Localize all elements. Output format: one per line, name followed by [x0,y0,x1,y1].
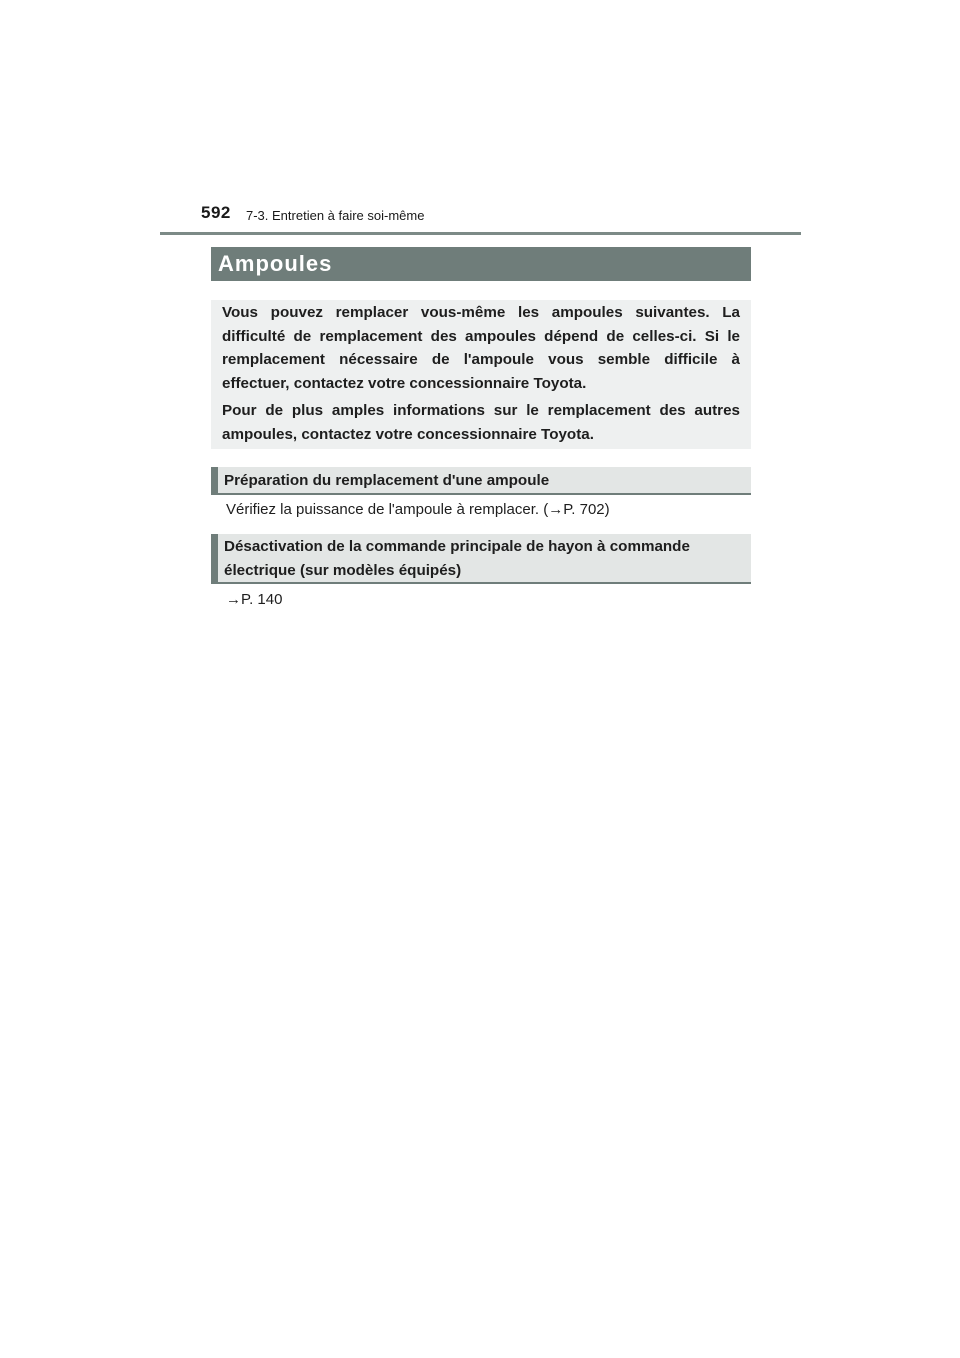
title-bar [211,247,751,281]
section-heading-power-tailgate: Désactivation de la commande principale de hayon à commande électrique (sur modèles équipés) [211,534,751,584]
header-divider [160,232,801,235]
section-reference: 7-3. Entretien à faire soi-même [246,208,425,223]
intro-paragraph: Vous pouvez remplacer vous-même les ampoules suivantes. La difficulté de remplacement des ampoules dépend de celles-ci. Si le remplacement nécessaire de l'ampoule vous semble difficile à effectuer, contactez votre concessionnaire Toyota. [222,304,740,392]
page-header [0,0,960,236]
intro-box [211,300,751,449]
section-body-power-tailgate: →P. 140 [226,591,283,608]
page-title: Ampoules [218,251,333,276]
intro-paragraph: Pour de plus amples informations sur le remplacement des autres ampoules, contactez votre concessionnaire Toyota. [222,402,740,443]
section-body-preparation: Vérifiez la puissance de l'ampoule à remplacer. (→P. 702) [226,501,610,518]
page-number: 592 [201,203,231,222]
section-heading-preparation: Préparation du remplacement d'une ampoule [211,467,751,495]
